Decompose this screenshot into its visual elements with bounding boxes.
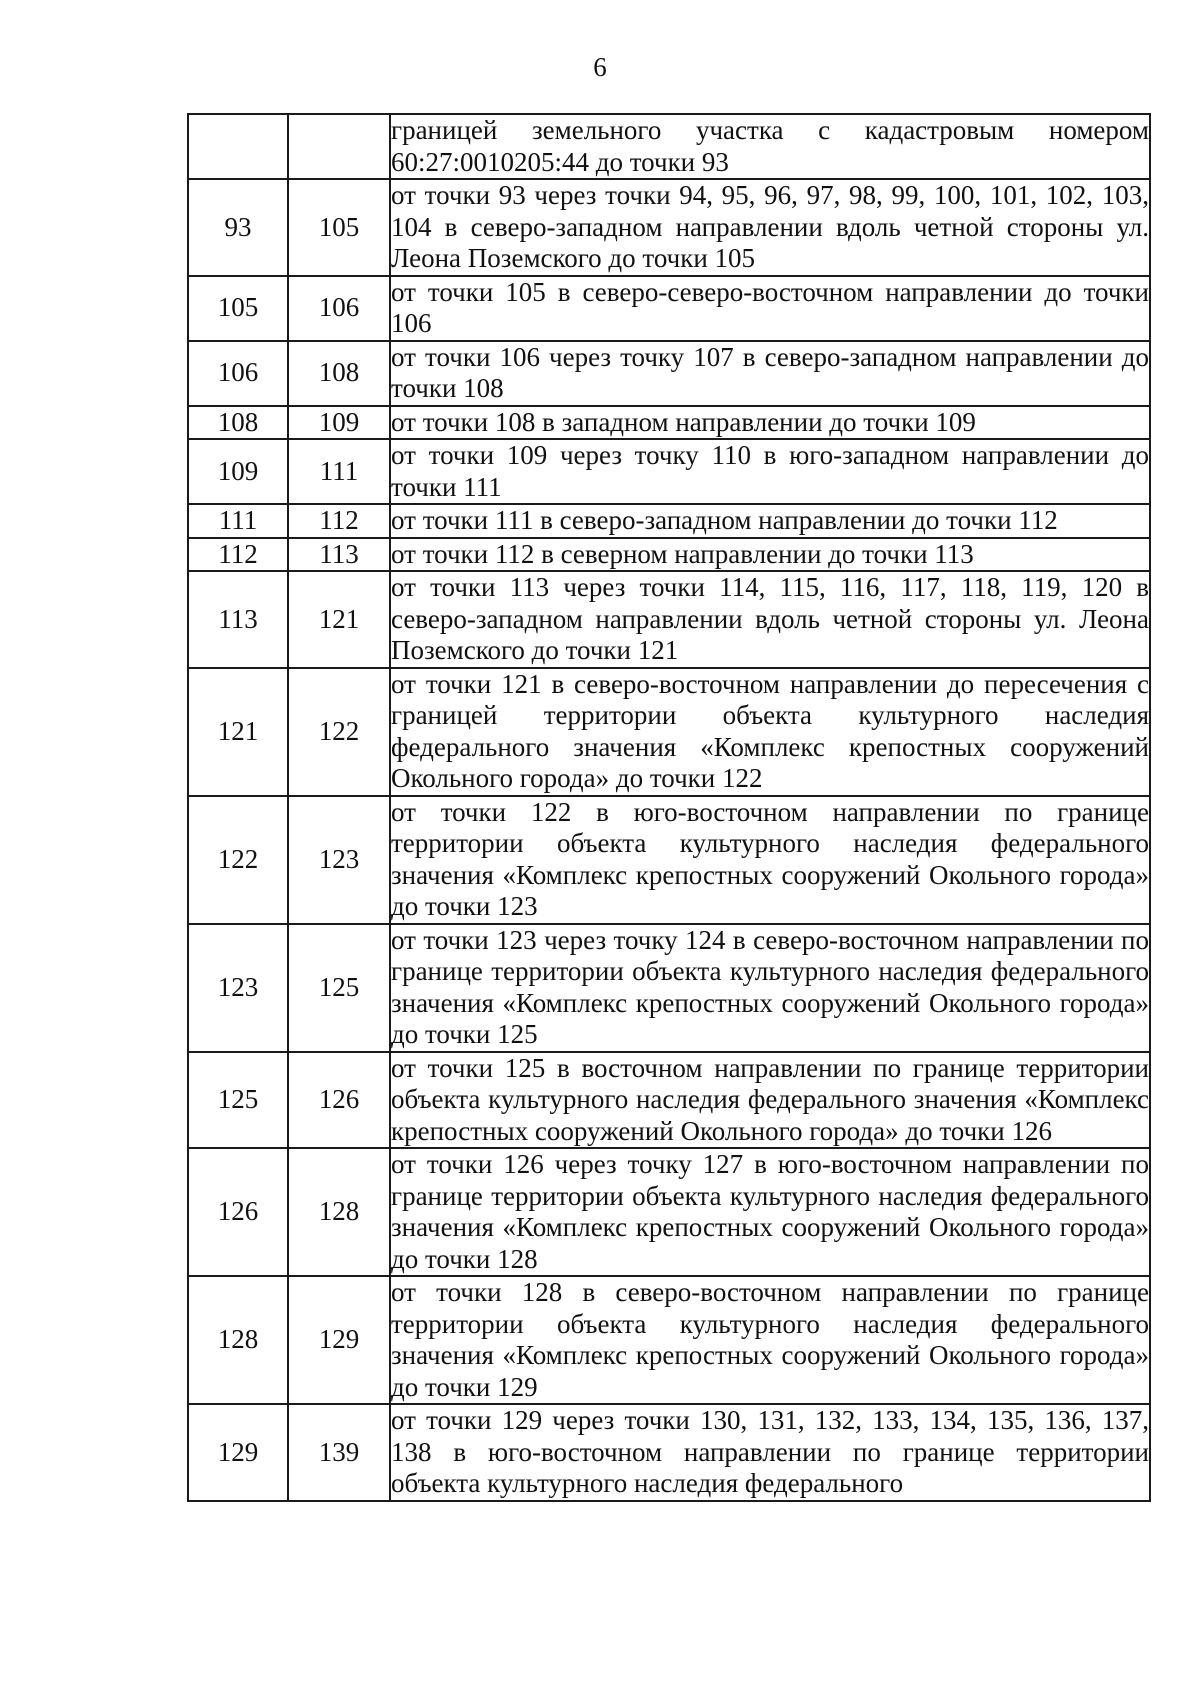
from-point-cell: 106 — [188, 341, 288, 406]
description-text: от точки 106 через точку 107 в северо-западном направлении до точки 108 — [391, 341, 1149, 403]
description-text: от точки 108 в западном направлении до точки 109 — [391, 406, 976, 437]
table-row — [188, 1052, 1150, 1149]
from-point-cell: 105 — [188, 276, 288, 341]
from-point-cell: 93 — [188, 179, 288, 276]
from-point-cell: 111 — [188, 504, 288, 538]
description-text: от точки 128 в северо-восточном направлении по границе территории объекта культурного наследия федерального значения «Комплекс крепостных сооружений Окольного города» до точки 129 — [391, 1277, 1149, 1402]
to-point-cell: 105 — [288, 179, 390, 276]
boundary-table — [187, 113, 1151, 1502]
table-row — [188, 1404, 1150, 1501]
description-text: от точки 121 в северо-восточном направлении до пересечения с границей территории объекта культурного наследия федерального значения «Комплекс крепостных сооружений Окольного города» до точки 122 — [391, 668, 1149, 793]
to-point-cell: 122 — [288, 668, 390, 796]
to-point-cell: 125 — [288, 924, 390, 1052]
from-point-cell: 121 — [188, 668, 288, 796]
from-point-cell: 129 — [188, 1404, 288, 1501]
description-cell — [390, 1276, 1150, 1404]
description-cell — [390, 114, 1150, 179]
from-point-cell: 123 — [188, 924, 288, 1052]
description-cell — [390, 179, 1150, 276]
table-row — [188, 504, 1150, 538]
from-point-cell: 113 — [188, 571, 288, 668]
from-point-cell: 109 — [188, 439, 288, 504]
to-point-cell: 111 — [288, 439, 390, 504]
table-row — [188, 179, 1150, 276]
page-number: 6 — [593, 52, 607, 82]
from-point-cell: 112 — [188, 538, 288, 572]
to-point-cell: 128 — [288, 1148, 390, 1276]
description-text: от точки 112 в северном направлении до точки 113 — [391, 538, 974, 569]
description-cell — [390, 924, 1150, 1052]
description-text: от точки 109 через точку 110 в юго-западном направлении до точки 111 — [391, 440, 1149, 502]
to-point-cell: 108 — [288, 341, 390, 406]
description-text: от точки 93 через точки 94, 95, 96, 97, 98, 99, 100, 101, 102, 103, 104 в северо-западном направлении вдоль четной стороны ул. Леона Поземского до точки 105 — [391, 180, 1149, 273]
description-text: от точки 111 в северо-западном направлении до точки 112 — [391, 505, 1058, 535]
description-cell — [390, 439, 1150, 504]
description-text: от точки 105 в северо-северо-восточном направлении до точки 106 — [391, 276, 1149, 338]
from-point-cell: 125 — [188, 1052, 288, 1149]
to-point-cell: 113 — [288, 538, 390, 572]
description-cell — [390, 571, 1150, 668]
table-row — [188, 924, 1150, 1052]
table-row — [188, 796, 1150, 924]
table-row — [188, 1276, 1150, 1404]
description-cell — [390, 796, 1150, 924]
description-text: от точки 113 через точки 114, 115, 116, 117, 118, 119, 120 в северо-западном направлении вдоль четной стороны ул. Леона Поземского до точки 121 — [391, 572, 1149, 665]
description-text: границей земельного участка с кадастровым номером 60:27:0010205:44 до точки 93 — [391, 115, 1149, 177]
table-row — [188, 668, 1150, 796]
to-point-cell: 126 — [288, 1052, 390, 1149]
to-point-cell: 121 — [288, 571, 390, 668]
description-cell — [390, 341, 1150, 406]
table-row — [188, 538, 1150, 572]
description-text: от точки 123 через точку 124 в северо-восточном направлении по границе территории объекта культурного наследия федерального значения «Комплекс крепостных сооружений Окольного города» до точки 125 — [391, 924, 1149, 1049]
to-point-cell: 123 — [288, 796, 390, 924]
from-point-cell — [188, 114, 288, 179]
to-point-cell: 139 — [288, 1404, 390, 1501]
description-cell — [390, 668, 1150, 796]
table-row — [188, 1148, 1150, 1276]
description-cell — [390, 1148, 1150, 1276]
to-point-cell: 106 — [288, 276, 390, 341]
table-row — [188, 341, 1150, 406]
table-row — [188, 571, 1150, 668]
table-row — [188, 276, 1150, 341]
to-point-cell: 109 — [288, 406, 390, 440]
table-row — [188, 439, 1150, 504]
from-point-cell: 126 — [188, 1148, 288, 1276]
description-text: от точки 122 в юго-восточном направлении по границе территории объекта культурного наследия федерального значения «Комплекс крепостных сооружений Окольного города» до точки 123 — [391, 796, 1149, 921]
description-text: от точки 125 в восточном направлении по границе территории объекта культурного наследия федерального значения «Комплекс крепостных сооружений Окольного города» до точки 126 — [391, 1052, 1149, 1146]
to-point-cell — [288, 114, 390, 179]
description-cell — [390, 504, 1150, 538]
description-cell — [390, 1404, 1150, 1501]
table-row — [188, 406, 1150, 440]
to-point-cell: 129 — [288, 1276, 390, 1404]
table-row — [188, 114, 1150, 179]
from-point-cell: 108 — [188, 406, 288, 440]
from-point-cell: 122 — [188, 796, 288, 924]
description-cell — [390, 276, 1150, 341]
description-cell — [390, 538, 1150, 572]
from-point-cell: 128 — [188, 1276, 288, 1404]
description-text: от точки 129 через точки 130, 131, 132, 133, 134, 135, 136, 137, 138 в юго-восточном направлении по границе территории объекта культурного наследия федерального — [391, 1405, 1149, 1498]
description-cell — [390, 406, 1150, 440]
description-cell — [390, 1052, 1150, 1149]
description-text: от точки 126 через точку 127 в юго-восточном направлении по границе территории объекта культурного наследия федерального значения «Комплекс крепостных сооружений Окольного города» до точки 128 — [391, 1149, 1149, 1274]
to-point-cell: 112 — [288, 504, 390, 538]
